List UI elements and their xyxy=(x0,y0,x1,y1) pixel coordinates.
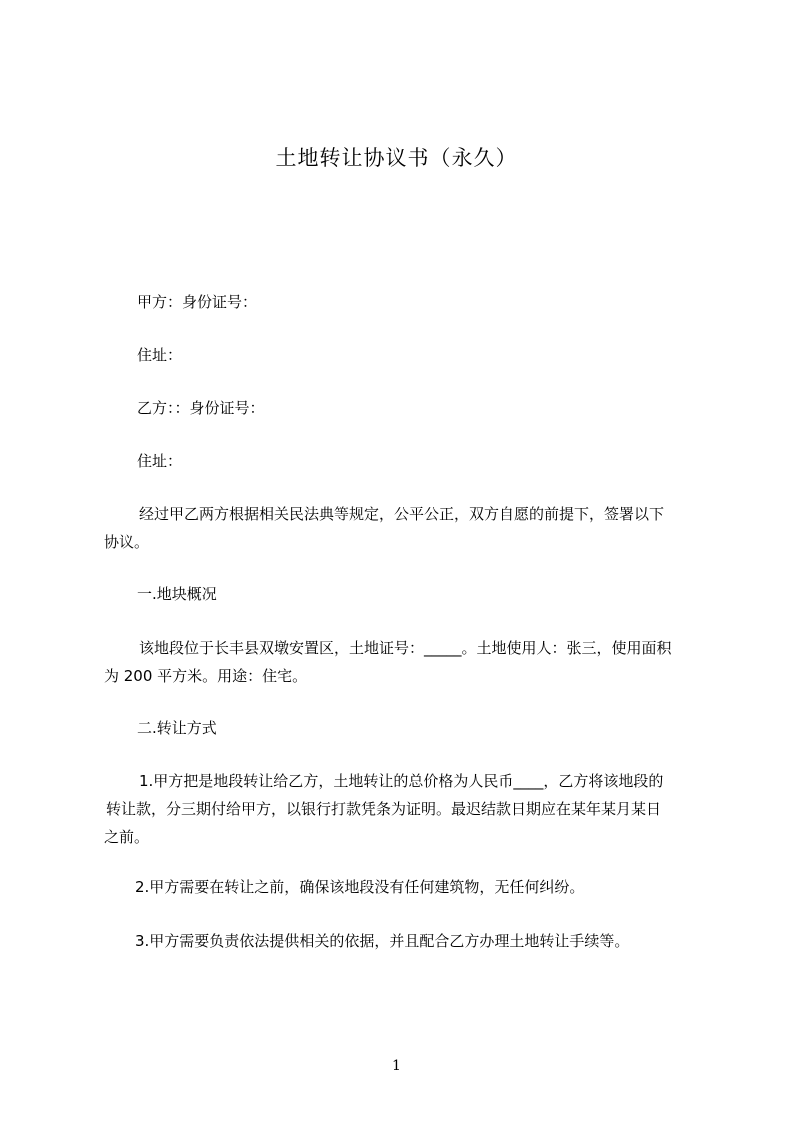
party-b-address-line: 住址： xyxy=(137,452,183,470)
intro-line-2: 协议。 xyxy=(104,533,150,551)
party-a-id-line: 甲方：身份证号： xyxy=(137,293,258,311)
intro-line-1: 经过甲乙两方根据相关民法典等规定，公平公正，双方自愿的前提下，签署以下 xyxy=(139,505,665,523)
section-1-line-1: 该地段位于长丰县双墩安置区，土地证号：_____。土地使用人：张三，使用面积 xyxy=(139,639,672,657)
party-b-id-line: 乙方：：身份证号： xyxy=(137,399,265,417)
party-a-address-line: 住址： xyxy=(137,346,183,364)
section-1-paragraph xyxy=(104,634,710,690)
clause-1-paragraph xyxy=(104,767,710,851)
clause-2-line: 2.甲方需要在转让之前，确保该地段没有任何建筑物，无任何纠纷。 xyxy=(135,878,585,896)
clause-1-line-3: 之前。 xyxy=(104,828,150,846)
page-number: 1 xyxy=(392,1058,401,1074)
clause-3-line: 3.甲方需要负责依法提供相关的依据，并且配合乙方办理土地转让手续等。 xyxy=(135,932,630,950)
intro-paragraph xyxy=(104,500,710,556)
section-1-line-2: 为 200 平方米。用途：住宅。 xyxy=(104,667,308,685)
section-2-heading: 二.转让方式 xyxy=(137,719,217,737)
document-title: 土地转让协议书（永久） xyxy=(275,146,518,170)
clause-1-line-2: 转让款，分三期付给甲方，以银行打款凭条为证明。最迟结款日期应在某年某月某日 xyxy=(106,800,662,818)
section-1-heading: 一.地块概况 xyxy=(137,585,217,603)
clause-1-line-1: 1.甲方把是地段转让给乙方，土地转让的总价格为人民币____，乙方将该地段的 xyxy=(139,772,664,790)
